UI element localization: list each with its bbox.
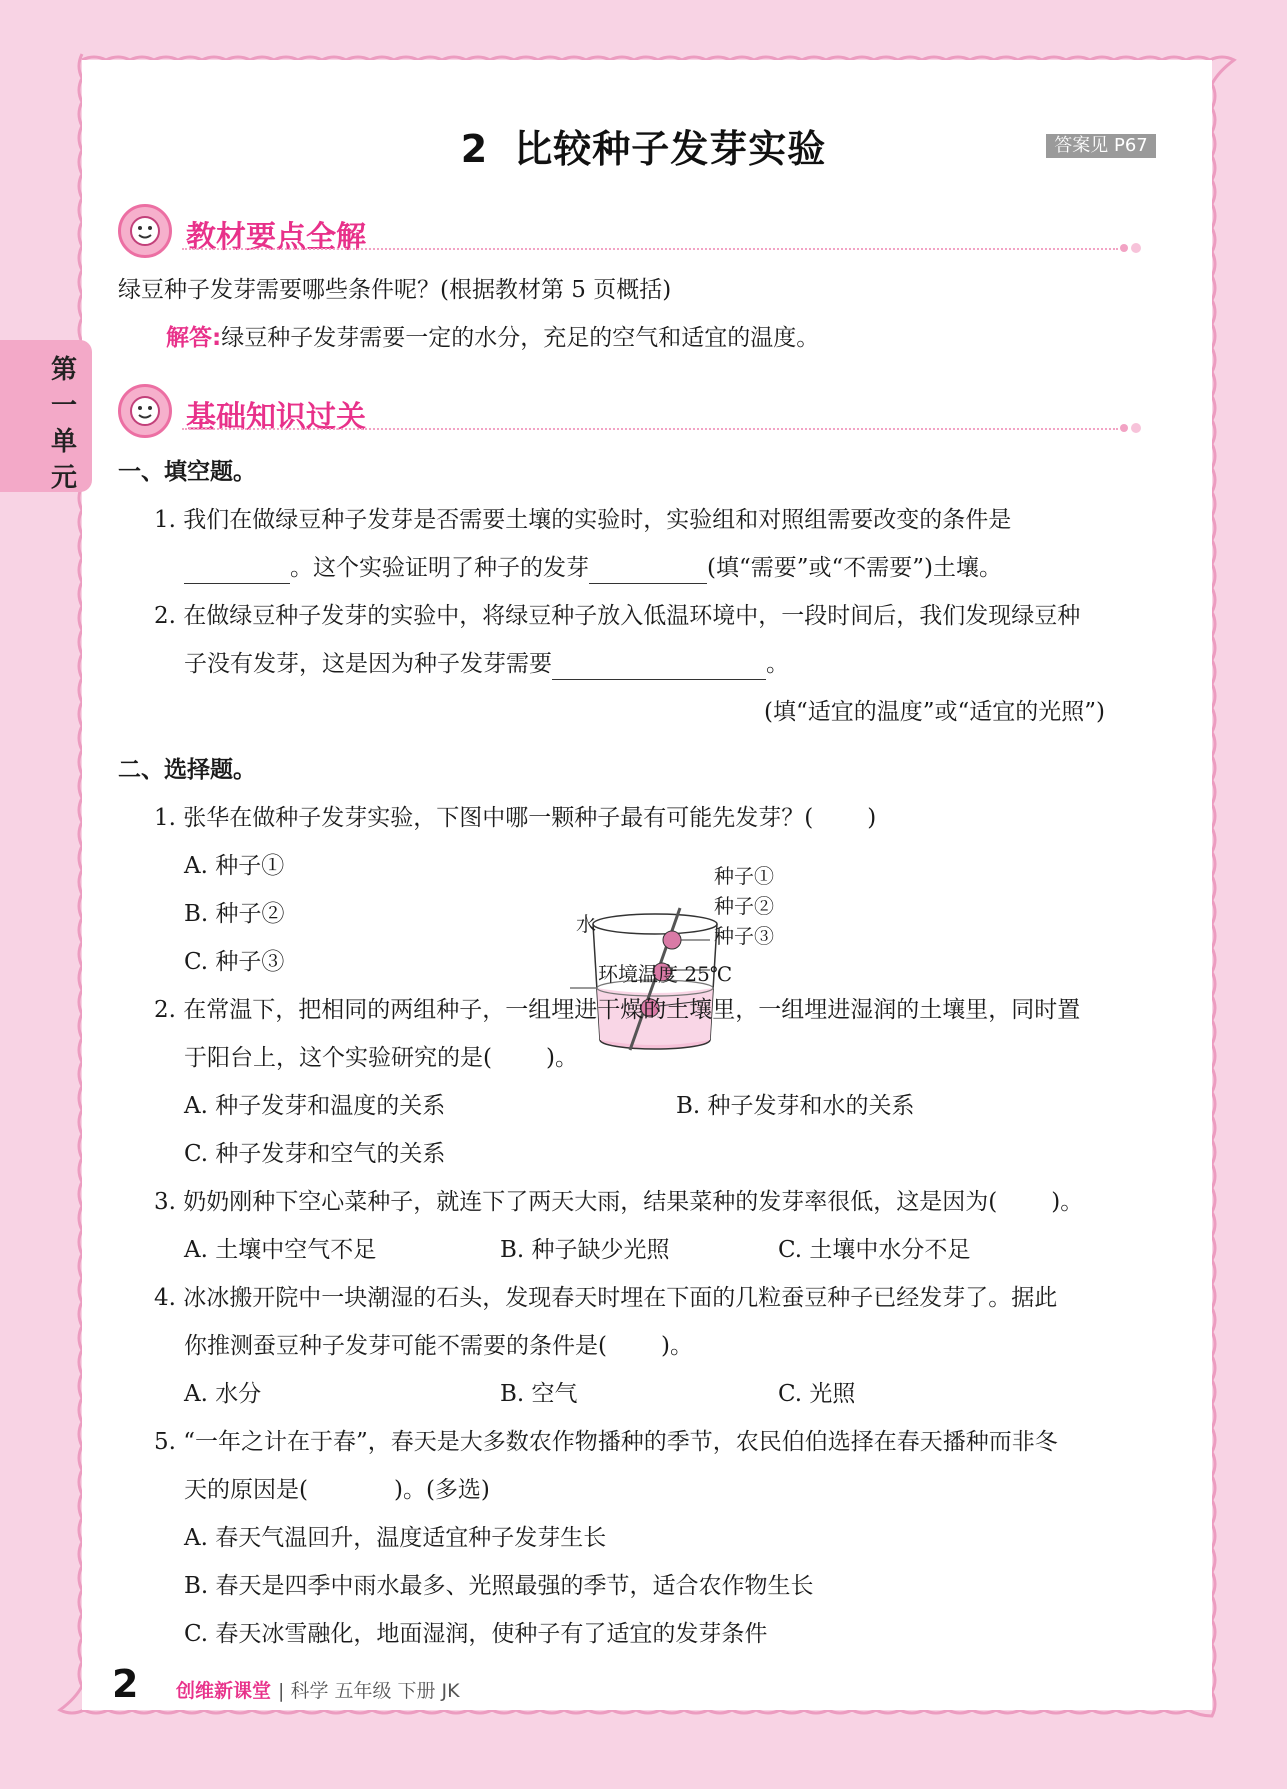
- section-header-basic-knowledge: [118, 380, 1158, 444]
- lesson-number: 2: [460, 127, 489, 171]
- textbook-question: 绿豆种子发芽需要哪些条件呢？(根据教材第 5 页概括): [118, 277, 672, 303]
- answer-blank[interactable]: [589, 557, 707, 584]
- fill-q2-line1: 2. 在做绿豆种子发芽的实验中，将绿豆种子放入低温环境中，一段时间后，我们发现绿豆种: [154, 603, 1081, 629]
- choice-q3-line1: [154, 1186, 1083, 1218]
- choice-q2-line2: [184, 1042, 578, 1074]
- fill-q1-text-a: 。这个实验证明了种子的发芽: [290, 555, 589, 581]
- answer-label: 解答:: [166, 325, 222, 351]
- choice-q2-option-c[interactable]: C. 种子发芽和空气的关系: [184, 1141, 446, 1167]
- textbook-answer: [166, 322, 819, 354]
- answer-blank[interactable]: [552, 653, 766, 680]
- fill-q2-line2: [184, 648, 789, 680]
- choice-q4-text: 你推测蚕豆种子发芽可能不需要的条件是(: [184, 1333, 607, 1359]
- choice-q3-close: )。: [1051, 1189, 1084, 1215]
- lesson-title-text: 比较种子发芽实验: [514, 127, 827, 171]
- choice-q2-option-b[interactable]: B. 种子发芽和水的关系: [676, 1093, 915, 1119]
- choice-q2-text: 于阳台上，这个实验研究的是(: [184, 1045, 492, 1071]
- figure-caption: 环境温度 25℃: [598, 962, 733, 986]
- unit-side-tab: [0, 340, 92, 492]
- choice-q4-option-c[interactable]: C. 光照: [778, 1381, 856, 1407]
- part1-heading: 一、填空题。: [118, 459, 256, 485]
- part2-heading: 二、选择题。: [118, 757, 256, 783]
- figure-label-water: 水: [576, 912, 596, 936]
- unit-side-tab-label: 第一单元: [50, 355, 77, 493]
- choice-q5-option-b[interactable]: B. 春天是四季中雨水最多、光照最强的季节，适合农作物生长: [184, 1573, 814, 1599]
- figure-label-seed-3: 种子③: [714, 924, 774, 948]
- figure-label-seed-1: 种子①: [714, 864, 774, 888]
- mascot-icon: [118, 384, 172, 438]
- footer-book-info: | 科学 五年级 下册 JK: [278, 1680, 460, 1702]
- choice-q5-option-a[interactable]: A. 春天气温回升，温度适宜种子发芽生长: [184, 1525, 607, 1551]
- choice-q1-close: ): [867, 805, 877, 831]
- answer-blank[interactable]: [184, 557, 290, 584]
- choice-q1-option-b[interactable]: B. 种子②: [184, 901, 285, 927]
- section-divider: [182, 248, 1118, 250]
- choice-q3-text: 3. 奶奶刚种下空心菜种子，就连下了两天大雨，结果菜种的发芽率很低，这是因为(: [154, 1189, 998, 1215]
- section-header-label: 基础知识过关: [186, 400, 366, 435]
- choice-q2-line1: 2. 在常温下，把相同的两组种子，一组埋进干燥的土壤里，一组埋进湿润的土壤里，同时置: [154, 997, 1081, 1023]
- mascot-icon: [118, 204, 172, 258]
- decor-dots-icon: [1118, 420, 1148, 436]
- fill-q2-text: 子没有发芽，这是因为种子发芽需要: [184, 651, 552, 677]
- choice-q1-option-a[interactable]: A. 种子①: [184, 853, 285, 879]
- choice-q4-close: )。: [660, 1333, 693, 1359]
- choice-q3-option-a[interactable]: A. 土壤中空气不足: [184, 1237, 377, 1263]
- footer-brand: 创维新课堂: [176, 1680, 272, 1702]
- choice-q3-option-b[interactable]: B. 种子缺少光照: [500, 1237, 670, 1263]
- choice-q4-line2: [184, 1330, 693, 1362]
- answer-text: 绿豆种子发芽需要一定的水分，充足的空气和适宜的温度。: [221, 325, 820, 351]
- seed-1-icon: [663, 931, 681, 949]
- choice-q3-option-c[interactable]: C. 土壤中水分不足: [778, 1237, 971, 1263]
- fill-q2-hint: (填“适宜的温度”或“适宜的光照”): [764, 699, 1105, 725]
- fill-q2-end: 。: [766, 651, 789, 677]
- fill-q1-line2: [184, 552, 1002, 584]
- choice-q5-close: )。(多选): [393, 1477, 490, 1503]
- choice-q2-close: )。: [545, 1045, 578, 1071]
- choice-q1-stem: [154, 802, 876, 834]
- decor-dots-icon: [1118, 240, 1148, 256]
- fill-q1-line1: 1. 我们在做绿豆种子发芽是否需要土壤的实验时，实验组和对照组需要改变的条件是: [154, 507, 1012, 533]
- choice-q5-line1: 5. “一年之计在于春”，春天是大多数农作物播种的季节，农民伯伯选择在春天播种而非冬: [154, 1429, 1058, 1455]
- page-number: 2: [112, 1662, 139, 1706]
- choice-q5-option-c[interactable]: C. 春天冰雪融化，地面湿润，使种子有了适宜的发芽条件: [184, 1621, 768, 1647]
- section-header-label: 教材要点全解: [186, 220, 366, 255]
- choice-q1-text: 1. 张华在做种子发芽实验，下图中哪一颗种子最有可能先发芽？(: [154, 805, 814, 831]
- choice-q4-option-b[interactable]: B. 空气: [500, 1381, 578, 1407]
- choice-q5-line2: [184, 1474, 490, 1506]
- fill-q1-text-b: (填“需要”或“不需要”)土壤。: [707, 555, 1002, 581]
- section-header-textbook-points: [118, 200, 1158, 264]
- page-sheet: [82, 60, 1212, 1710]
- choice-q1-option-c[interactable]: C. 种子③: [184, 949, 285, 975]
- answer-reference-badge: 答案见 P67: [1046, 134, 1156, 158]
- figure-label-seed-2: 种子②: [714, 894, 774, 918]
- choice-q4-option-a[interactable]: A. 水分: [184, 1381, 262, 1407]
- choice-q2-option-a[interactable]: A. 种子发芽和温度的关系: [184, 1093, 446, 1119]
- choice-q4-line1: 4. 冰冰搬开院中一块潮湿的石头，发现春天时埋在下面的几粒蚕豆种子已经发芽了。据此: [154, 1285, 1058, 1311]
- section-divider: [182, 428, 1118, 430]
- choice-q5-text: 天的原因是(: [184, 1477, 308, 1503]
